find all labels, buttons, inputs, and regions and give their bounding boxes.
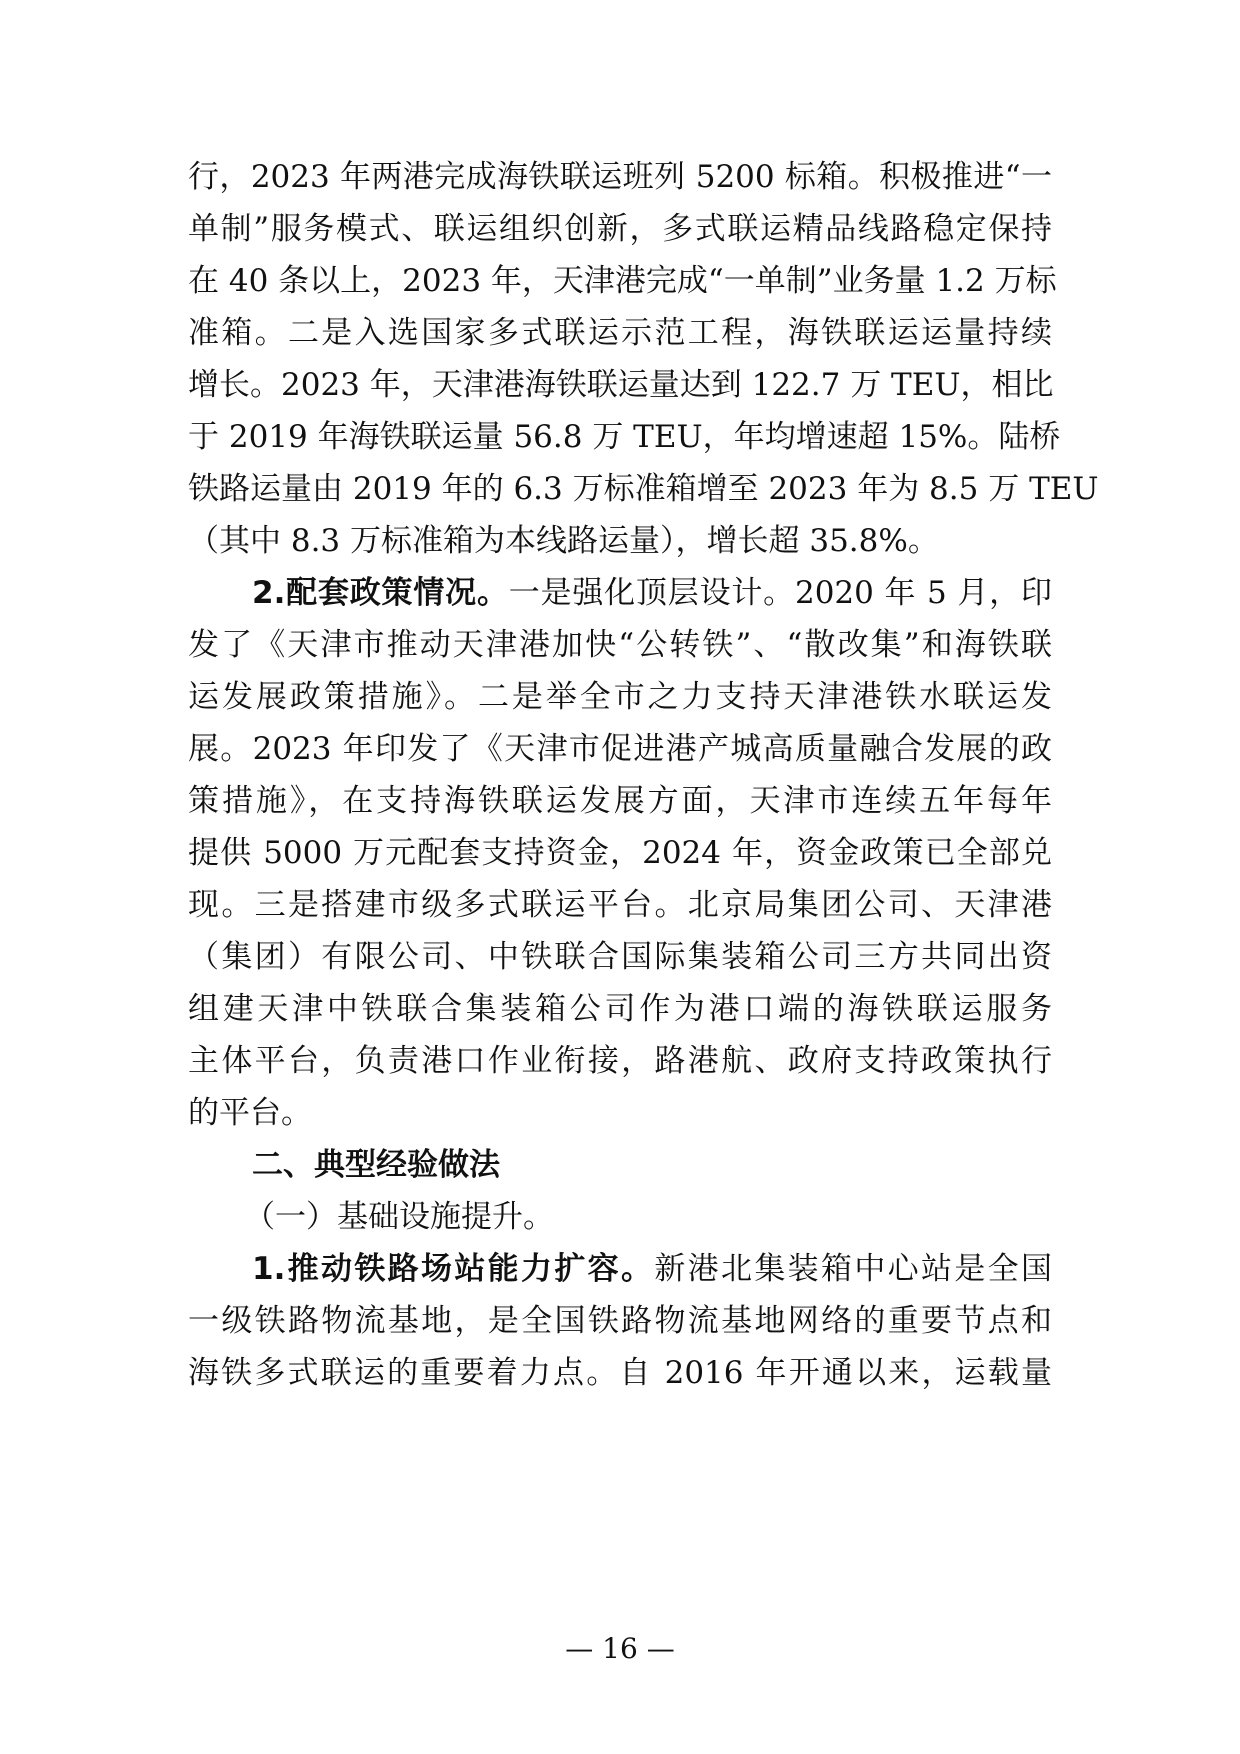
text-line: 发了《天津市推动天津港加快“公转铁”、“散改集”和海铁联 <box>188 627 1052 663</box>
text-line: 铁路运量由 2019 年的 6.3 万标准箱增至 2023 年为 8.5 万 TEU <box>188 471 1099 507</box>
text-line: 行，2023 年两港完成海铁联运班列 5200 标箱。积极推进“一 <box>188 159 1052 195</box>
text-line: 增长。2023 年，天津港海铁联运量达到 122.7 万 TEU，相比 <box>188 367 1054 403</box>
text-line: （其中 8.3 万标准箱为本线路运量），增长超 35.8%。 <box>188 523 939 559</box>
subsection-heading: （一）基础设施提升。 <box>244 1199 554 1235</box>
paragraph-infrastructure <box>188 1240 1052 1298</box>
text-line: 主体平台，负责港口作业衔接，路港航、政府支持政策执行 <box>188 1043 1052 1079</box>
text-line: 准箱。二是入选国家多式联运示范工程，海铁联运运量持续 <box>188 315 1052 351</box>
page-number: — 16 — <box>565 1632 675 1665</box>
text-line: 现。三是搭建市级多式联运平台。北京局集团公司、天津港 <box>188 887 1052 923</box>
text-line: 展。2023 年印发了《天津市促进港产城高质量融合发展的政 <box>188 731 1052 767</box>
paragraph-policy <box>188 564 1052 622</box>
text-line: 运发展政策措施》。二是举全市之力支持天津港铁水联运发 <box>188 679 1052 715</box>
text-span: 一是强化顶层设计。2020 年 5 月，印 <box>508 575 1052 611</box>
subsection-title: 2.配套政策情况。 <box>252 575 509 611</box>
section-heading: 二、典型经验做法 <box>252 1147 500 1183</box>
text-line: 策措施》，在支持海铁联运发展方面，天津市连续五年每年 <box>188 783 1052 819</box>
text-line: 在 40 条以上，2023 年，天津港完成“一单制”业务量 1.2 万标 <box>188 263 1057 299</box>
text-line: 的平台。 <box>188 1095 312 1131</box>
subsection-title: 1.推动铁路场站能力扩容。 <box>252 1251 655 1287</box>
text-line: 于 2019 年海铁联运量 56.8 万 TEU，年均增速超 15%。陆桥 <box>188 419 1061 455</box>
text-line: 海铁多式联运的重要着力点。自 2016 年开通以来，运载量 <box>188 1355 1052 1391</box>
text-line: 一级铁路物流基地，是全国铁路物流基地网络的重要节点和 <box>188 1303 1052 1339</box>
text-span: 新港北集装箱中心站是全国 <box>654 1251 1052 1287</box>
text-line: 提供 5000 万元配套支持资金，2024 年，资金政策已全部兑 <box>188 835 1052 871</box>
text-line: 组建天津中铁联合集装箱公司作为港口端的海铁联运服务 <box>188 991 1052 1027</box>
text-line: （集团）有限公司、中铁联合国际集装箱公司三方共同出资 <box>188 939 1052 975</box>
text-line: 单制”服务模式、联运组织创新，多式联运精品线路稳定保持 <box>188 211 1052 247</box>
